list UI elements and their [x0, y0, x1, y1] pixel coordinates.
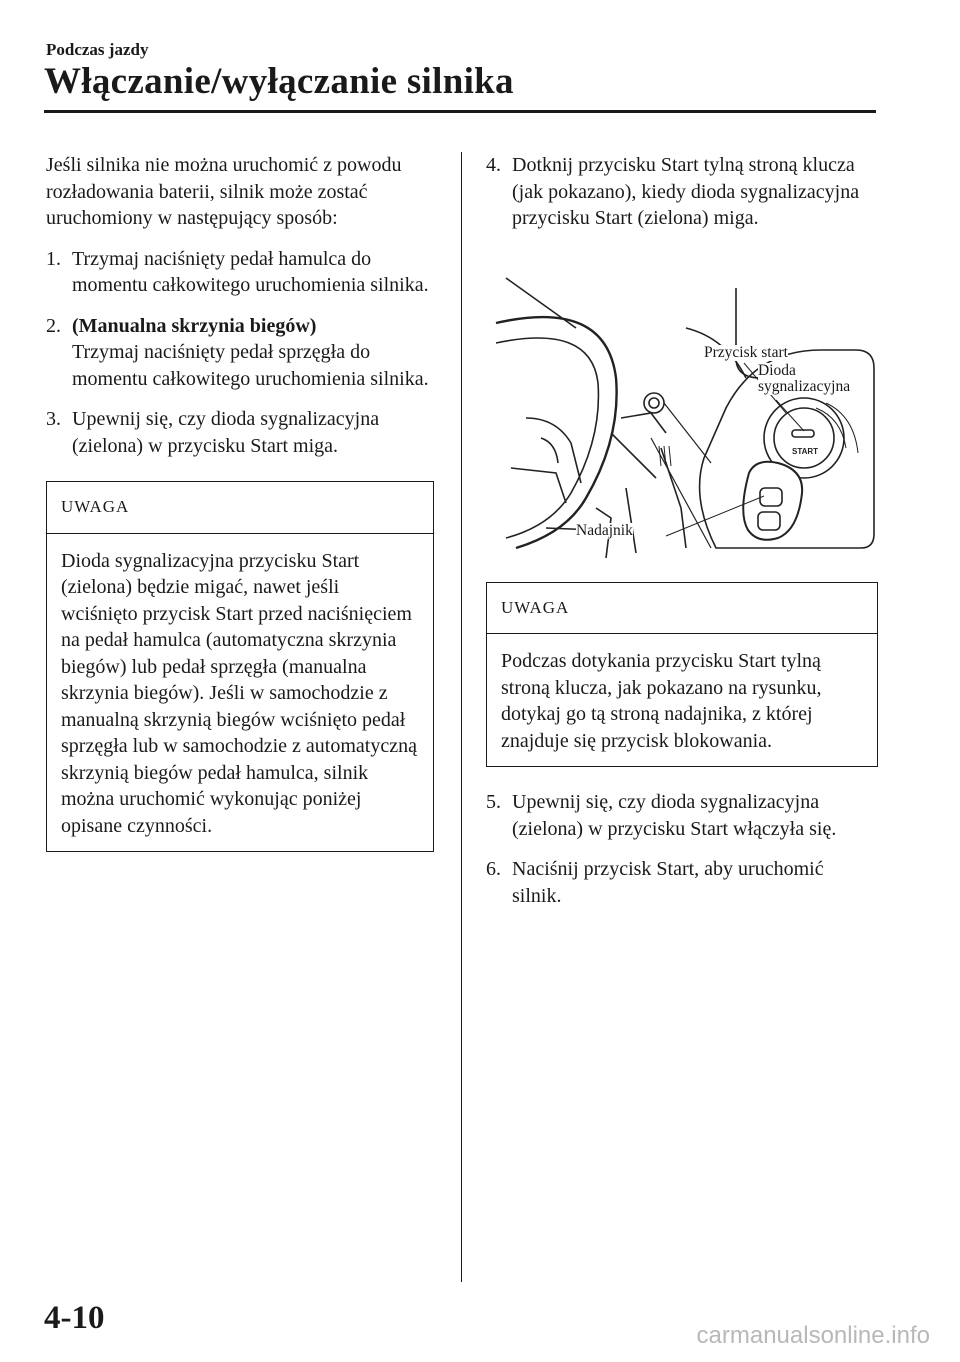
step-number: 6. — [486, 858, 501, 880]
label-led-line1: Dioda — [758, 361, 796, 379]
right-column — [486, 152, 878, 909]
step-4 — [486, 152, 878, 232]
step-number: 1. — [46, 247, 61, 270]
step-number: 4. — [486, 154, 501, 176]
intro-paragraph: Jeśli silnika nie można uruchomić z powodu rozładowania baterii, silnik może zostać uruchomiony w następujący sposób: — [46, 154, 402, 229]
step-text: Upewnij się, czy dioda sygnalizacyjna (zielona) w przycisku Start włączyła się. — [512, 791, 837, 840]
step-text: Naciśnij przycisk Start, aby uruchomić silnik. — [512, 858, 824, 907]
illustration-drawing — [486, 268, 878, 568]
step-1 — [46, 246, 434, 299]
note-title: UWAGA — [47, 482, 433, 534]
step-text: Trzymaj naciśnięty pedał sprzęgła do momentu całkowitego uruchomienia silnika. — [72, 341, 429, 390]
step-5 — [486, 789, 878, 842]
label-transmitter: Nadajnik — [576, 521, 633, 539]
left-column — [46, 152, 434, 852]
label-led-line2: sygnalizacyjna — [758, 377, 851, 395]
note-text: Podczas dotykania przycisku Start tylną stroną klucza, jak pokazano na rysunku, dotykaj go tą stroną nadajnika, z której znajduje się przycisk blokowania. — [501, 650, 822, 752]
watermark: carmanualsonline.info — [696, 1322, 930, 1349]
page-title: Włączanie/wyłączanie silnika — [44, 61, 514, 102]
step-number: 3. — [46, 408, 61, 430]
step-text: Upewnij się, czy dioda sygnalizacyjna (zielona) w przycisku Start miga. — [72, 408, 380, 457]
start-button-text: START — [792, 446, 819, 456]
section-header: Podczas jazdy — [46, 40, 149, 59]
note-box — [486, 582, 878, 768]
step-heading: (Manualna skrzynia biegów) — [72, 314, 317, 337]
start-button-illustration — [486, 268, 878, 568]
step-number: 5. — [486, 791, 501, 813]
step-2 — [46, 313, 434, 393]
step-3 — [46, 406, 434, 459]
title-rule — [44, 110, 876, 113]
step-text: Dotknij przycisku Start tylną stroną klucza (jak pokazano), kiedy dioda sygnalizacyjna przycisku Start (zielona) miga. — [512, 154, 860, 229]
note-box — [46, 481, 434, 852]
step-number: 2. — [46, 314, 61, 337]
label-start-button: Przycisk start — [704, 343, 788, 361]
page-number: 4-10 — [44, 1300, 105, 1336]
step-6 — [486, 856, 878, 909]
step-text: Trzymaj naciśnięty pedał hamulca do momentu całkowitego uruchomienia silnika. — [72, 247, 429, 296]
note-title: UWAGA — [487, 583, 877, 635]
column-divider — [461, 152, 462, 1282]
note-text: Dioda sygnalizacyjna przycisku Start (zielona) będzie migać, nawet jeśli wciśnięto przycisk Start przed naciśnięciem na pedał hamulca (automatyczna skrzynia biegów) lub pedał sprzęgła (manualna skrzynia biegów). Jeśli w samochodzie z manualną skrzynią biegów wciśnięto pedał sprzęgła lub w samochodzie z automatyczną skrzynią biegów pedał hamulca, silnik można uruchomić wykonując poniżej opisane czynności. — [61, 549, 417, 837]
